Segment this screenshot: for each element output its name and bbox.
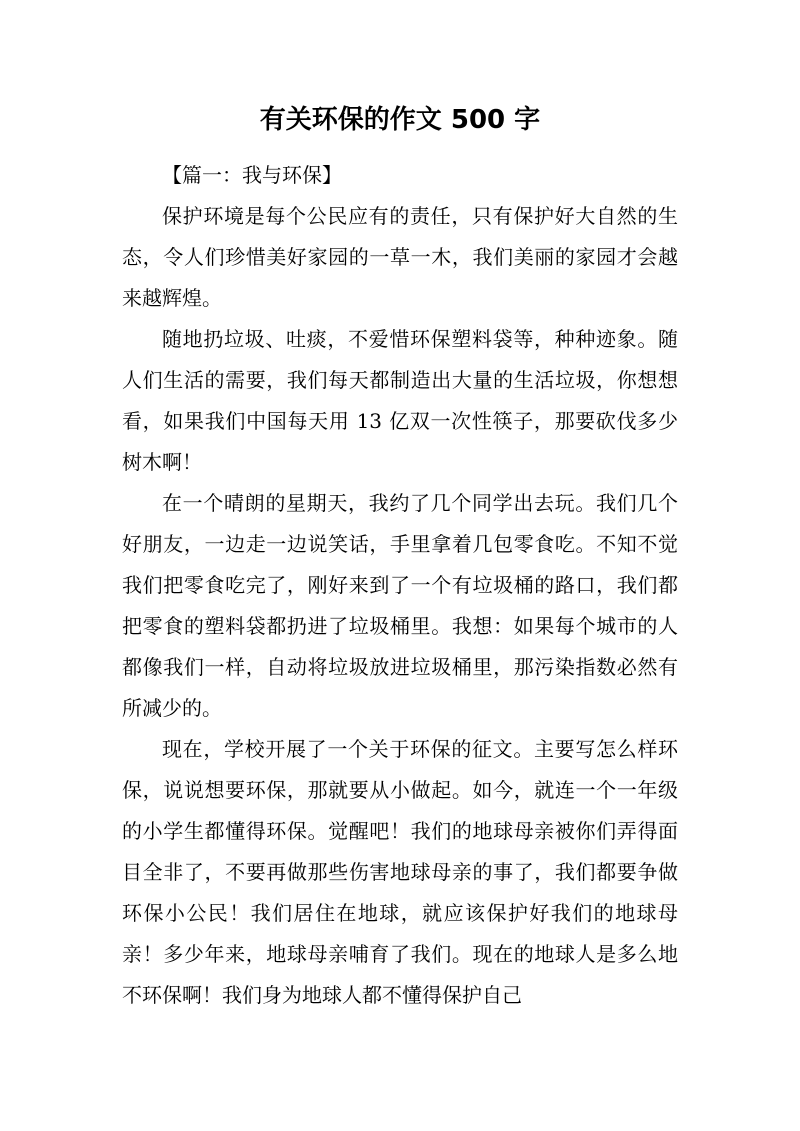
paragraph-1: 保护环境是每个公民应有的责任，只有保护好大自然的生态，令人们珍惜美好家园的一草一木，我们美丽的家园才会越来越辉煌。 [122, 204, 678, 310]
paragraph-3: 在一个晴朗的星期天，我约了几个同学出去玩。我们几个好朋友，一边走一边说笑话，手里拿着几包零食吃。不知不觉我们把零食吃完了，刚好来到了一个有垃圾桶的路口，我们都把零食的塑料袋都扔进了垃圾桶里。我想：如果每个城市的人都像我们一样，自动将垃圾放进垃圾桶里，那污染指数必然有所减少的。 [122, 491, 678, 720]
paragraph-2: 随地扔垃圾、吐痰，不爱惜环保塑料袋等，种种迹象。随人们生活的需要，我们每天都制造出大量的生活垃圾，你想想看，如果我们中国每天用 13 亿双一次性筷子，那要砍伐多少树木啊！ [122, 327, 678, 474]
section-heading: 【篇一：我与环保】 [162, 163, 342, 187]
paragraph-4: 现在，学校开展了一个关于环保的征文。主要写怎么样环保，说说想要环保，那就要从小做起。如今，就连一个一年级的小学生都懂得环保。觉醒吧！我们的地球母亲被你们弄得面目全非了，不要再做那些伤害地球母亲的事了，我们都要争做环保小公民！我们居住在地球，就应该保护好我们的地球母亲！多少年来，地球母亲哺育了我们。现在的地球人是多么地不环保啊！我们身为地球人都不懂得保护自己 [122, 737, 678, 1007]
document-title: 有关环保的作文 500 字 [259, 105, 541, 135]
document-body [122, 155, 678, 1016]
